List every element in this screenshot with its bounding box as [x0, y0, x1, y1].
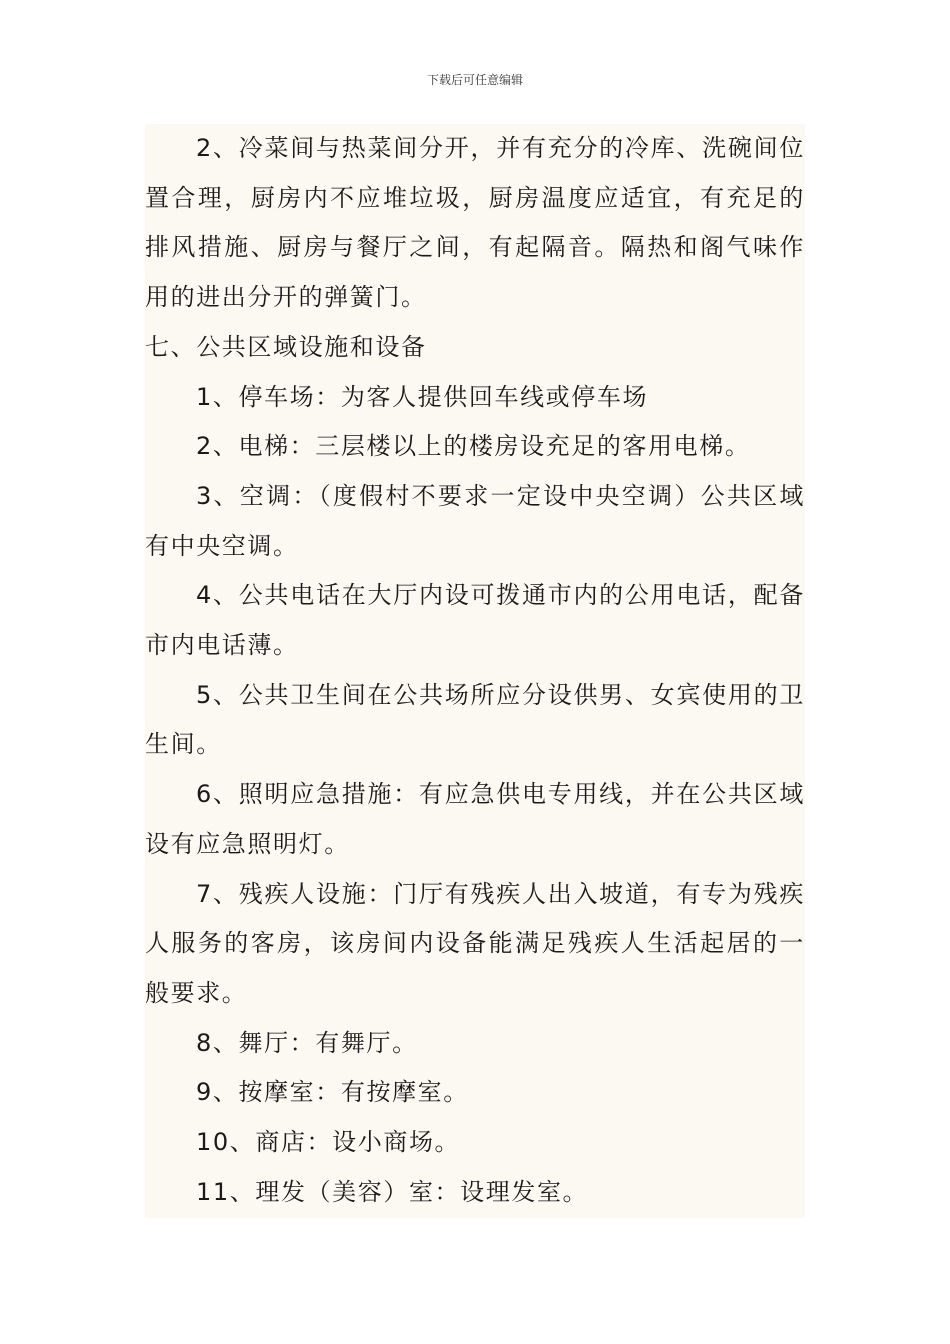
page-header: 下载后可任意编辑	[426, 73, 523, 87]
section-heading-public-facilities: 七、公共区域设施和设备	[145, 332, 427, 361]
paragraph-elevator: 2、电梯：三层楼以上的楼房设充足的客用电梯。	[196, 432, 751, 461]
paragraph-barber: 11、理发（美容）室：设理发室。	[196, 1177, 589, 1206]
paragraph-parking: 1、停车场：为客人提供回车线或停车场	[196, 382, 649, 411]
paragraph-dance-hall: 8、舞厅：有舞厅。	[196, 1028, 418, 1057]
paragraph-kitchen-layout: 2、冷菜间与热菜间分开，并有充分的冷库、洗碗间位置合理，厨房内不应堆垃圾，厨房温度应适宜，有充足的排风措施、厨房与餐厅之间，有起隔音。隔热和阁气味作用的进出分开的弹簧门。	[145, 134, 805, 312]
paragraph-emergency-lighting: 6、照明应急措施：有应急供电专用线，并在公共区域设有应急照明灯。	[145, 780, 805, 858]
paragraph-public-restroom: 5、公共卫生间在公共场所应分设供男、女宾使用的卫生间。	[145, 680, 805, 759]
paragraph-air-conditioning: 3、空调：（度假村不要求一定设中央空调）公共区域有中央空调。	[145, 481, 805, 560]
paragraph-public-phone: 4、公共电话在大厅内设可拨通市内的公用电话，配备市内电话薄。	[145, 581, 805, 660]
document-body	[145, 124, 805, 1218]
paragraph-accessibility: 7、残疾人设施：门厅有残疾人出入坡道，有专为残疾人服务的客房，该房间内设备能满足残疾人生活起居的一般要求。	[145, 879, 805, 1007]
paragraph-shop: 10、商店：设小商场。	[196, 1128, 461, 1157]
paragraph-massage-room: 9、按摩室：有按摩室。	[196, 1078, 469, 1107]
